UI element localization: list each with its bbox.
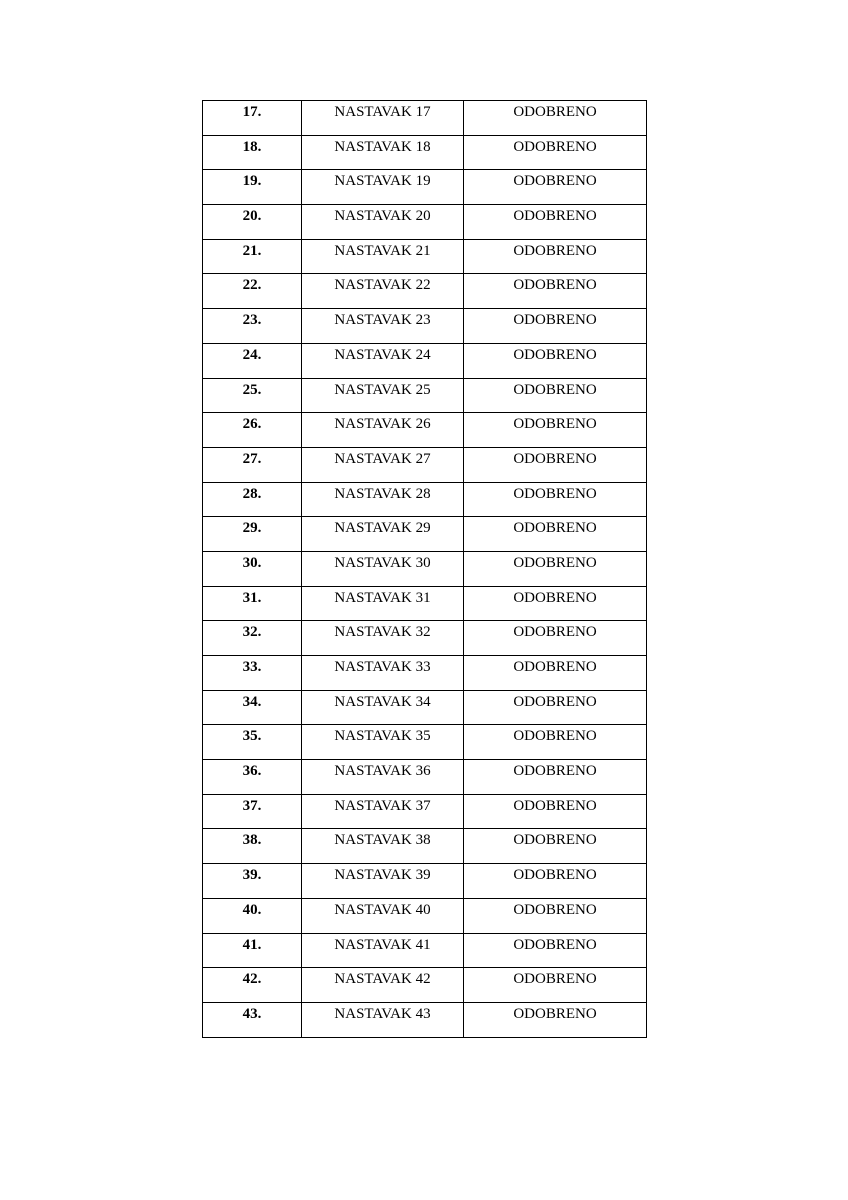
row-number-cell: 28. (203, 482, 302, 517)
row-status-cell: ODOBRENO (464, 482, 647, 517)
row-name-cell: NASTAVAK 36 (302, 760, 464, 795)
table-row (203, 343, 647, 378)
row-number-cell: 40. (203, 898, 302, 933)
row-name-cell: NASTAVAK 23 (302, 309, 464, 344)
table-row (203, 517, 647, 552)
table-row (203, 725, 647, 760)
row-number-cell: 23. (203, 309, 302, 344)
row-name-cell: NASTAVAK 29 (302, 517, 464, 552)
row-status-cell: ODOBRENO (464, 760, 647, 795)
approval-table-body (203, 101, 647, 1038)
row-status-cell: ODOBRENO (464, 517, 647, 552)
table-row (203, 447, 647, 482)
row-number-cell: 35. (203, 725, 302, 760)
row-status-cell: ODOBRENO (464, 690, 647, 725)
row-number-cell: 22. (203, 274, 302, 309)
row-status-cell: ODOBRENO (464, 101, 647, 136)
row-name-cell: NASTAVAK 32 (302, 621, 464, 656)
row-number-cell: 42. (203, 968, 302, 1003)
row-number-cell: 20. (203, 205, 302, 240)
table-row (203, 621, 647, 656)
row-status-cell: ODOBRENO (464, 205, 647, 240)
table-row (203, 413, 647, 448)
row-number-cell: 24. (203, 343, 302, 378)
table-row (203, 482, 647, 517)
row-status-cell: ODOBRENO (464, 898, 647, 933)
table-row (203, 690, 647, 725)
table-row (203, 864, 647, 899)
row-name-cell: NASTAVAK 22 (302, 274, 464, 309)
row-number-cell: 25. (203, 378, 302, 413)
table-row (203, 205, 647, 240)
table-row (203, 968, 647, 1003)
table-row (203, 760, 647, 795)
table-row (203, 170, 647, 205)
row-name-cell: NASTAVAK 18 (302, 135, 464, 170)
table-row (203, 239, 647, 274)
row-status-cell: ODOBRENO (464, 621, 647, 656)
row-status-cell: ODOBRENO (464, 378, 647, 413)
row-name-cell: NASTAVAK 26 (302, 413, 464, 448)
row-number-cell: 31. (203, 586, 302, 621)
row-number-cell: 27. (203, 447, 302, 482)
row-name-cell: NASTAVAK 43 (302, 1002, 464, 1037)
table-row (203, 898, 647, 933)
table-row (203, 794, 647, 829)
row-name-cell: NASTAVAK 33 (302, 656, 464, 691)
row-name-cell: NASTAVAK 24 (302, 343, 464, 378)
table-row (203, 378, 647, 413)
row-number-cell: 33. (203, 656, 302, 691)
row-status-cell: ODOBRENO (464, 274, 647, 309)
row-status-cell: ODOBRENO (464, 829, 647, 864)
row-name-cell: NASTAVAK 38 (302, 829, 464, 864)
table-row (203, 586, 647, 621)
row-name-cell: NASTAVAK 21 (302, 239, 464, 274)
row-status-cell: ODOBRENO (464, 551, 647, 586)
row-status-cell: ODOBRENO (464, 968, 647, 1003)
row-number-cell: 19. (203, 170, 302, 205)
row-status-cell: ODOBRENO (464, 933, 647, 968)
row-status-cell: ODOBRENO (464, 309, 647, 344)
row-status-cell: ODOBRENO (464, 343, 647, 378)
table-row (203, 135, 647, 170)
table-row (203, 829, 647, 864)
row-status-cell: ODOBRENO (464, 656, 647, 691)
table-row (203, 101, 647, 136)
row-status-cell: ODOBRENO (464, 794, 647, 829)
row-name-cell: NASTAVAK 35 (302, 725, 464, 760)
row-name-cell: NASTAVAK 17 (302, 101, 464, 136)
table-row (203, 933, 647, 968)
row-status-cell: ODOBRENO (464, 1002, 647, 1037)
row-status-cell: ODOBRENO (464, 413, 647, 448)
row-number-cell: 17. (203, 101, 302, 136)
row-name-cell: NASTAVAK 42 (302, 968, 464, 1003)
row-number-cell: 18. (203, 135, 302, 170)
row-name-cell: NASTAVAK 19 (302, 170, 464, 205)
row-number-cell: 41. (203, 933, 302, 968)
row-name-cell: NASTAVAK 40 (302, 898, 464, 933)
row-name-cell: NASTAVAK 30 (302, 551, 464, 586)
row-number-cell: 30. (203, 551, 302, 586)
row-status-cell: ODOBRENO (464, 725, 647, 760)
row-number-cell: 36. (203, 760, 302, 795)
row-number-cell: 21. (203, 239, 302, 274)
row-name-cell: NASTAVAK 20 (302, 205, 464, 240)
row-name-cell: NASTAVAK 27 (302, 447, 464, 482)
row-number-cell: 39. (203, 864, 302, 899)
row-status-cell: ODOBRENO (464, 447, 647, 482)
row-name-cell: NASTAVAK 34 (302, 690, 464, 725)
row-number-cell: 37. (203, 794, 302, 829)
row-status-cell: ODOBRENO (464, 586, 647, 621)
row-number-cell: 29. (203, 517, 302, 552)
row-status-cell: ODOBRENO (464, 239, 647, 274)
row-status-cell: ODOBRENO (464, 170, 647, 205)
row-number-cell: 26. (203, 413, 302, 448)
row-name-cell: NASTAVAK 39 (302, 864, 464, 899)
row-name-cell: NASTAVAK 41 (302, 933, 464, 968)
table-row (203, 551, 647, 586)
row-status-cell: ODOBRENO (464, 864, 647, 899)
row-number-cell: 34. (203, 690, 302, 725)
row-name-cell: NASTAVAK 28 (302, 482, 464, 517)
table-row (203, 309, 647, 344)
row-name-cell: NASTAVAK 37 (302, 794, 464, 829)
row-number-cell: 43. (203, 1002, 302, 1037)
row-name-cell: NASTAVAK 31 (302, 586, 464, 621)
row-number-cell: 38. (203, 829, 302, 864)
row-status-cell: ODOBRENO (464, 135, 647, 170)
row-name-cell: NASTAVAK 25 (302, 378, 464, 413)
approval-table (202, 100, 647, 1038)
table-row (203, 274, 647, 309)
row-number-cell: 32. (203, 621, 302, 656)
table-row (203, 656, 647, 691)
table-row (203, 1002, 647, 1037)
